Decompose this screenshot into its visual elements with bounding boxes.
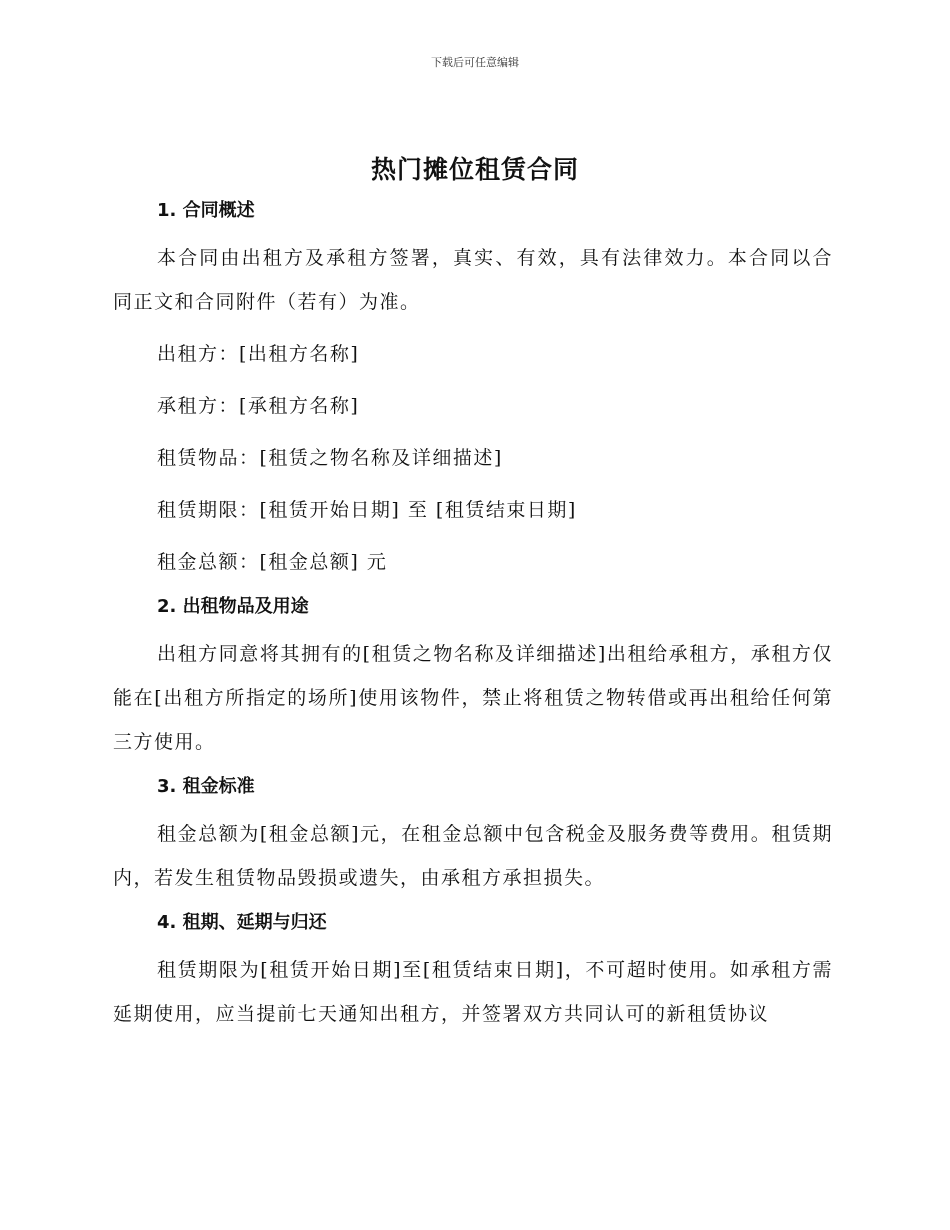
- section-4-paragraph: 租赁期限为[租赁开始日期]至[租赁结束日期]，不可超时使用。如承租方需延期使用，应当提前七天通知出租方，并签署双方共同认可的新租赁协议: [113, 959, 833, 1025]
- section-2-paragraph: 出租方同意将其拥有的[租赁之物名称及详细描述]出租给承租方，承租方仅能在[出租方所指定的场所]使用该物件，禁止将租赁之物转借或再出租给任何第三方使用。: [113, 643, 833, 753]
- field-lessee: 承租方：[承租方名称]: [157, 395, 360, 417]
- section-heading-3: 3. 租金标准: [157, 776, 255, 797]
- field-total-rent: 租金总额：[租金总额] 元: [157, 551, 388, 573]
- field-leased-item: 租赁物品：[租赁之物名称及详细描述]: [157, 447, 503, 469]
- section-1-paragraph: 本合同由出租方及承租方签署，真实、有效，具有法律效力。本合同以合同正文和合同附件（若有）为准。: [113, 247, 833, 313]
- section-heading-2: 2. 出租物品及用途: [157, 596, 309, 617]
- field-lease-term: 租赁期限：[租赁开始日期] 至 [租赁结束日期]: [157, 499, 577, 521]
- section-heading-1: 1. 合同概述: [157, 200, 255, 221]
- field-lessor: 出租方：[出租方名称]: [157, 343, 360, 365]
- section-heading-4: 4. 租期、延期与归还: [157, 912, 327, 933]
- section-3-paragraph: 租金总额为[租金总额]元，在租金总额中包含税金及服务费等费用。租赁期内，若发生租赁物品毁损或遗失，由承租方承担损失。: [113, 823, 833, 889]
- document-body: [113, 196, 833, 1036]
- page-header-note: 下载后可任意编辑: [431, 56, 519, 69]
- document-title: 热门摊位租赁合同: [370, 155, 579, 184]
